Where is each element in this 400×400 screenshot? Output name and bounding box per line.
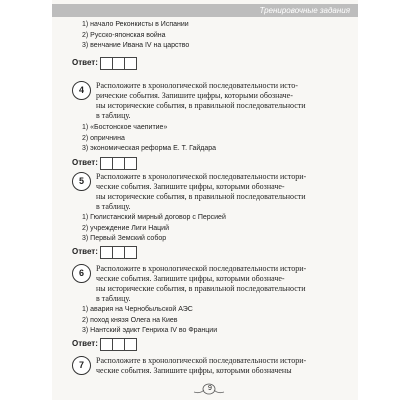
option-item: 2) опричнина — [82, 134, 125, 142]
prompt-line: Расположите в хронологической последовательности истори- — [96, 264, 307, 273]
option-item: 1) начало Реконкисты в Испании — [82, 21, 189, 28]
page-header — [52, 4, 358, 17]
task-number-badge: 7 — [72, 356, 91, 375]
answer-label: Ответ: — [72, 158, 98, 167]
task-6-options — [82, 305, 217, 337]
prompt-line: рические события. Запишите цифры, которыми обозначе- — [96, 91, 293, 100]
answer-boxes — [100, 246, 137, 259]
prompt-line: ческие события. Запишите цифры, которыми обозначены — [96, 366, 292, 375]
option-item: 2) Русско-японская война — [82, 31, 166, 39]
task-number-badge: 4 — [72, 81, 91, 100]
header-title: Тренировочные задания — [259, 6, 350, 15]
answer-boxes — [100, 157, 137, 170]
prompt-line: Расположите в хронологической последовательности исто- — [96, 81, 298, 90]
option-item: 3) венчание Ивана IV на царство — [82, 42, 190, 49]
page-number: 9 — [208, 385, 212, 392]
answer-boxes — [100, 57, 137, 70]
answer-boxes — [100, 338, 137, 351]
task-prompt — [96, 81, 352, 121]
prompt-line: в таблицу. — [96, 111, 131, 120]
answer-cell[interactable] — [124, 246, 137, 259]
prompt-line: Расположите в хронологической последовательности истори- — [96, 172, 307, 181]
option-item: 1) авария на Чернобыльской АЭС — [82, 306, 193, 313]
prompt-line: ны исторические события, в правильной последовательности — [96, 192, 306, 201]
task-4-options — [82, 123, 216, 155]
option-item: 2) учреждение Лиги Наций — [82, 224, 169, 232]
prompt-line: ческие события. Запишите цифры, которыми обозначе- — [96, 274, 285, 283]
prompt-line: ческие события. Запишите цифры, которыми обозначе- — [96, 182, 285, 191]
task-3-options — [82, 20, 189, 52]
prompt-line: в таблицу. — [96, 294, 131, 303]
answer-cell[interactable] — [124, 338, 137, 351]
task-5-options — [82, 213, 226, 245]
answer-cell[interactable] — [124, 157, 137, 170]
option-item: 3) экономическая реформа Е. Т. Гайдара — [82, 145, 217, 152]
prompt-line: ны исторические события, в правильной последовательности — [96, 101, 306, 110]
answer-label: Ответ: — [72, 339, 98, 348]
answer-cell[interactable] — [124, 57, 137, 70]
answer-label: Ответ: — [72, 247, 98, 256]
task-prompt — [96, 356, 352, 376]
task-number-badge: 6 — [72, 264, 91, 283]
task-prompt — [96, 264, 352, 304]
option-item: 1) «Бостонское чаепитие» — [82, 124, 168, 131]
prompt-line: Расположите в хронологической последовательности истори- — [96, 356, 307, 365]
option-item: 3) Нантский эдикт Генриха IV во Франции — [82, 327, 218, 334]
option-item: 2) поход князя Олега на Киев — [82, 316, 178, 324]
task-number-badge: 5 — [72, 172, 91, 191]
option-item: 3) Первый Земский собор — [82, 235, 167, 242]
answer-label: Ответ: — [72, 58, 98, 67]
option-item: 1) Гюлистанский мирный договор с Персией — [82, 214, 226, 221]
workbook-page — [52, 0, 358, 400]
prompt-line: ны исторические события, в правильной последовательности — [96, 284, 306, 293]
prompt-line: в таблицу. — [96, 202, 131, 211]
task-prompt — [96, 172, 352, 212]
